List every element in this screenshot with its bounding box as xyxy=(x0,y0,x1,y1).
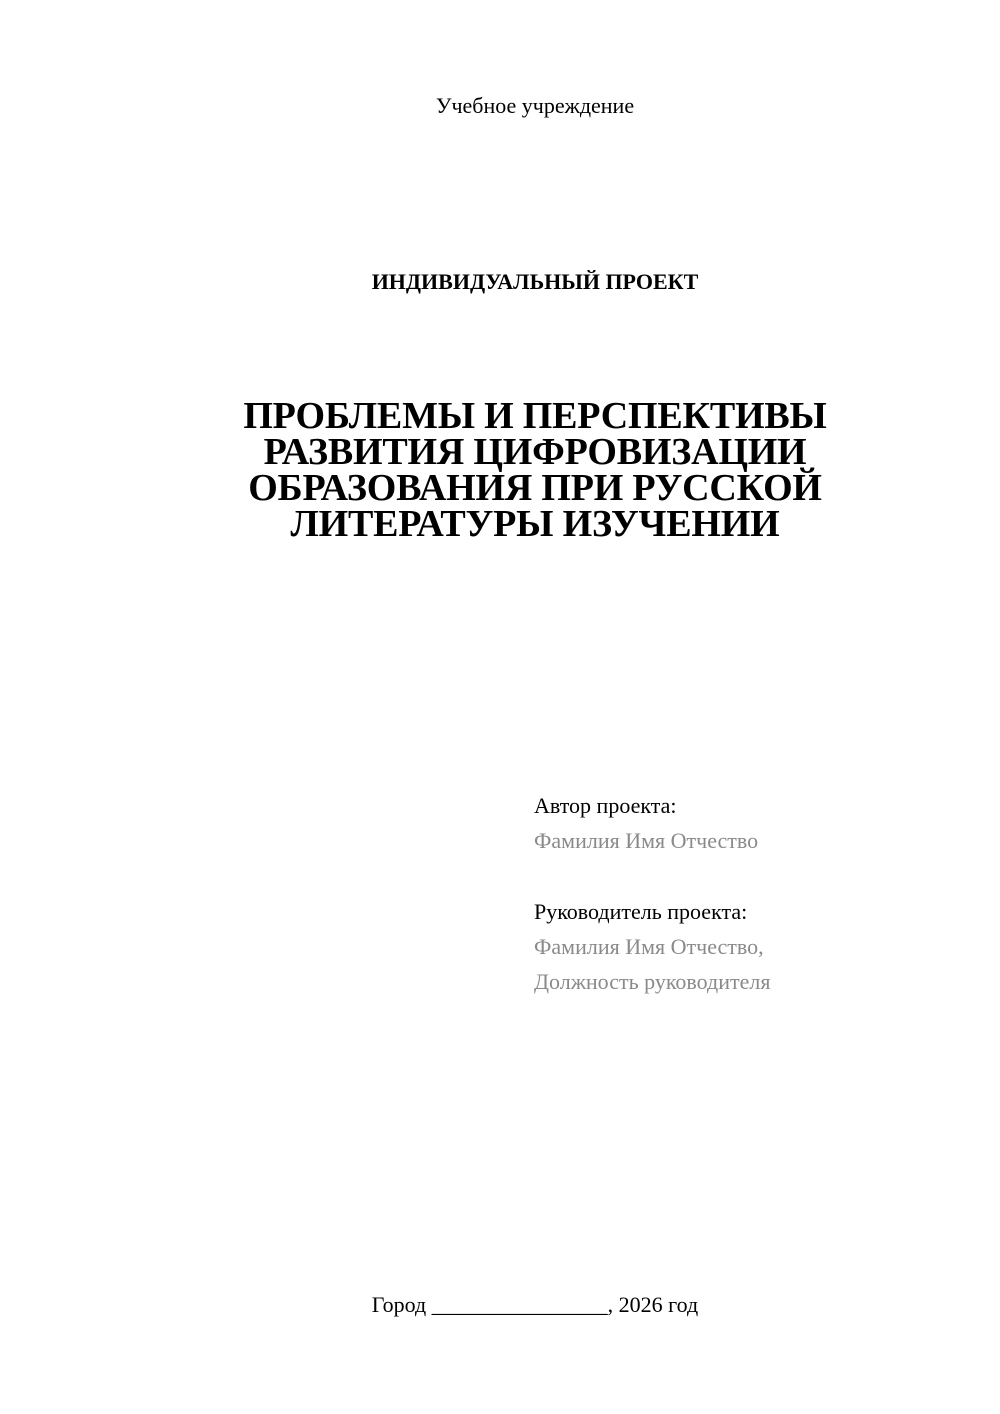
project-title-line: РАЗВИТИЯ ЦИФРОВИЗАЦИИ xyxy=(263,431,807,473)
block-spacer xyxy=(534,858,974,894)
project-title xyxy=(200,395,870,545)
project-type-heading: ИНДИВИДУАЛЬНЫЙ ПРОЕКТ xyxy=(371,269,699,294)
supervisor-label: Руководитель проекта: xyxy=(534,899,748,924)
institution-name: Учебное учреждение xyxy=(435,93,635,118)
project-title-line: ОБРАЗОВАНИЯ ПРИ РУССКОЙ xyxy=(248,467,822,509)
supervisor-name-placeholder: Фамилия Имя Отчество, xyxy=(534,934,764,959)
supervisor-position-placeholder: Должность руководителя xyxy=(534,969,771,994)
authorship-block xyxy=(534,788,974,999)
author-name-placeholder: Фамилия Имя Отчество xyxy=(534,828,759,853)
project-title-line: ПРОБЛЕМЫ И ПЕРСПЕКТИВЫ xyxy=(243,395,827,437)
project-title-line: ЛИТЕРАТУРЫ ИЗУЧЕНИИ xyxy=(290,503,780,545)
city-year-line: Город ________________, 2026 год xyxy=(371,1292,699,1317)
author-label: Автор проекта: xyxy=(534,793,677,818)
